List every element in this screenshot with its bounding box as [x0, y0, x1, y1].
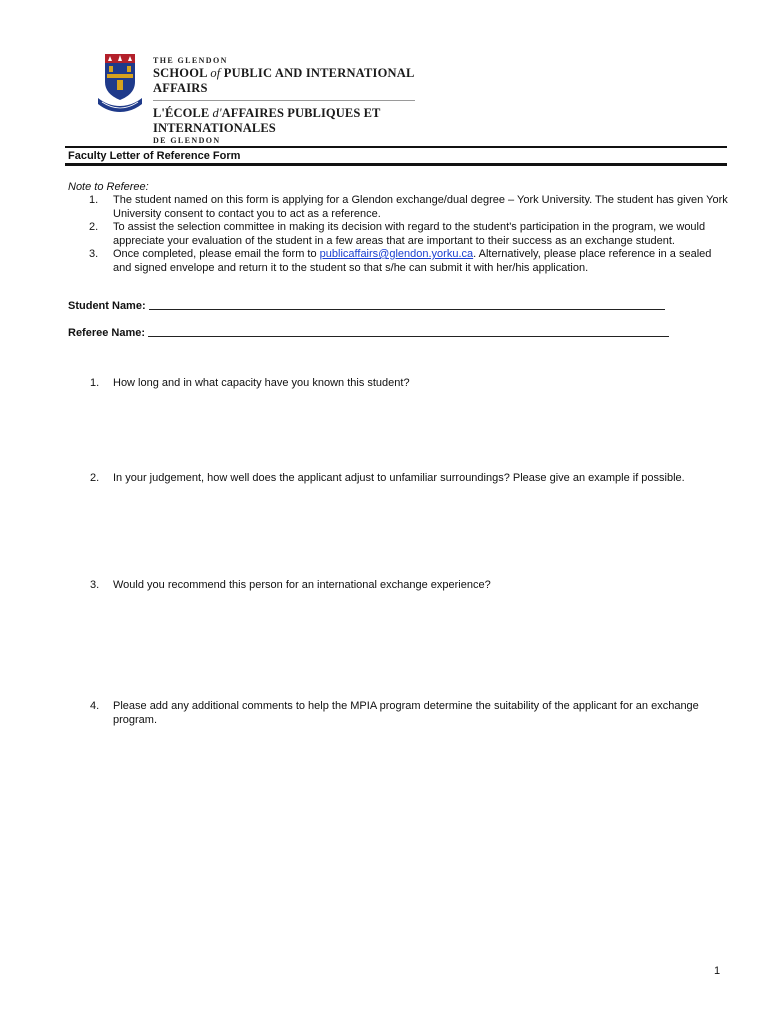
question-item — [68, 377, 728, 391]
note-item — [68, 194, 728, 221]
page-number: 1 — [714, 965, 721, 977]
question-item — [68, 700, 728, 727]
note-item — [68, 221, 728, 248]
question-text: How long and in what capacity have you known this student? — [113, 377, 410, 389]
referee-name-label: Referee Name: — [68, 327, 146, 339]
note-text: To assist the selection committee in making its decision with regard to the student's participation in the program, we would appreciate your evaluation of the student in a few areas that are important to their success as an exchange student. — [113, 221, 706, 247]
note-item — [68, 248, 728, 275]
logo-line-4: DE GLENDON — [153, 136, 221, 145]
question-text: Please add any additional comments to help the MPIA program determine the suitability of the applicant for an exchange program. — [113, 700, 699, 726]
logo-wordmark — [153, 56, 456, 146]
note-number: 1. — [89, 194, 99, 206]
form-title: Faculty Letter of Reference Form — [68, 150, 241, 162]
student-name-input[interactable] — [149, 309, 665, 310]
note-number: 2. — [89, 221, 99, 233]
question-number: 2. — [90, 472, 100, 484]
title-rule-top — [65, 146, 727, 148]
logo-line-1: THE GLENDON — [153, 56, 228, 65]
note-number: 3. — [89, 248, 99, 260]
crest-icon — [96, 52, 144, 112]
question-number: 3. — [90, 579, 100, 591]
note-text: Once completed, please email the form to publicaffairs@glendon.yorku.ca. Alternatively, please place reference in a sealed and signed envelope and return it to the student so that s/he can submit it with her/his application. — [113, 248, 712, 274]
question-number: 4. — [90, 700, 100, 712]
question-text: In your judgement, how well does the applicant adjust to unfamiliar surroundings? Please give an example if possible. — [113, 472, 685, 484]
logo-line-3: L'ÉCOLE d'AFFAIRES PUBLIQUES ET INTERNATIONALES — [153, 106, 381, 135]
title-rule-bottom — [65, 163, 727, 166]
school-logo — [96, 52, 456, 145]
student-name-field — [68, 300, 665, 313]
email-link[interactable]: publicaffairs@glendon.yorku.ca — [319, 248, 474, 260]
student-name-label: Student Name: — [68, 300, 146, 312]
referee-name-field — [68, 327, 669, 340]
note-list — [68, 194, 728, 275]
note-text: The student named on this form is applying for a Glendon exchange/dual degree – York University. The student has given York University consent to contact you to act as a reference. — [113, 194, 728, 220]
logo-divider — [153, 100, 415, 101]
note-heading: Note to Referee: — [68, 181, 149, 193]
question-text: Would you recommend this person for an international exchange experience? — [113, 579, 491, 591]
referee-name-input[interactable] — [148, 336, 669, 337]
logo-line-2: SCHOOL of PUBLIC AND INTERNATIONAL AFFAIRS — [153, 66, 414, 95]
question-number: 1. — [90, 377, 100, 389]
question-item — [68, 472, 728, 486]
question-item — [68, 579, 728, 593]
